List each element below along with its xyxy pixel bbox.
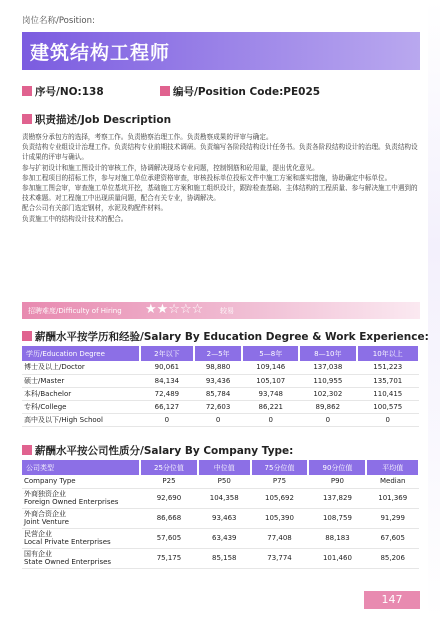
table-cell: 110,415 xyxy=(373,389,403,398)
table-cell: 104,358 xyxy=(209,493,239,502)
table-row xyxy=(22,488,419,508)
difficulty-label: 招聘难度/Difficulty of Hiring xyxy=(28,307,122,315)
column-header: 2年以下 xyxy=(140,346,194,361)
edu-salary-heading xyxy=(22,329,429,344)
pink-square-icon xyxy=(160,86,170,96)
company-type-en: Joint Venture xyxy=(24,518,69,526)
table-cell: 109,146 xyxy=(256,363,286,372)
table-cell: 72,489 xyxy=(154,389,180,398)
table-cell: 135,701 xyxy=(373,376,403,385)
table-cell: 85,206 xyxy=(380,553,405,562)
table-cell: 105,692 xyxy=(265,493,294,502)
company-salary-heading xyxy=(22,443,293,458)
company-salary-heading-text: 薪酬水平按公司性质分/Salary By Company Type: xyxy=(35,445,294,457)
duties-heading xyxy=(22,112,171,127)
table-row xyxy=(22,548,419,568)
table-cell: 110,955 xyxy=(313,376,343,385)
table-cell: 0 xyxy=(215,415,221,424)
pink-square-icon xyxy=(22,114,32,124)
difficulty-level: 较易 xyxy=(220,307,234,315)
column-header: 平均值 xyxy=(366,460,419,475)
table-cell: 72,603 xyxy=(205,402,231,411)
column-header: 90分位值 xyxy=(308,460,366,475)
table-row xyxy=(22,400,419,413)
table-row xyxy=(22,413,419,426)
table-cell: 84,134 xyxy=(154,376,180,385)
pink-square-icon xyxy=(22,331,32,341)
table-cell: 151,223 xyxy=(373,363,403,372)
table-cell: 博士及以上/Doctor xyxy=(24,363,85,372)
table-cell: 93,463 xyxy=(211,513,237,522)
table-header-row xyxy=(22,460,419,475)
table-cell: 89,862 xyxy=(315,402,341,411)
table-cell: Company Type xyxy=(24,477,76,485)
table-cell: 66,127 xyxy=(154,402,180,411)
edu-salary-table xyxy=(22,346,420,427)
table-cell: P50 xyxy=(217,477,231,485)
company-type-en: Local Private Enterprises xyxy=(24,538,111,546)
table-cell xyxy=(22,548,140,568)
table-cell: 专科/College xyxy=(24,402,67,411)
position-code xyxy=(160,84,320,99)
title-banner xyxy=(22,32,420,70)
side-decoration xyxy=(428,0,440,620)
difficulty-bar xyxy=(22,302,420,319)
company-type-cn: 外商合资企业 xyxy=(24,509,66,518)
pink-square-icon xyxy=(22,445,32,455)
table-cell: 93,436 xyxy=(205,376,231,385)
company-salary-table xyxy=(22,460,420,569)
table-cell: 0 xyxy=(268,415,273,424)
table-cell: P90 xyxy=(330,477,345,485)
duties-heading-text: 职责描述/Job Description xyxy=(35,114,172,126)
table-row xyxy=(22,374,419,387)
table-cell: 0 xyxy=(385,415,390,424)
table-cell: 高中及以下/High School xyxy=(24,415,103,424)
table-cell: 0 xyxy=(325,415,331,424)
pink-square-icon xyxy=(22,86,32,96)
duty-line: 负责施工中的结构设计技术的配合。 xyxy=(22,214,128,223)
company-type-cn: 民营企业 xyxy=(24,529,52,538)
table-cell: 63,439 xyxy=(211,533,237,542)
duty-line: 负责结构专业组设计治理工作。负责结构专业前期技术调研。负责编写各阶段结构设计任务书。负责各阶段结构设计的治理。负责结构设计成果的评审与确认。 xyxy=(22,143,418,162)
table-cell: 101,460 xyxy=(322,553,352,562)
table-cell: 90,061 xyxy=(154,363,180,372)
table-cell xyxy=(22,508,140,528)
table-cell: 73,774 xyxy=(267,553,292,562)
table-cell: 85,784 xyxy=(205,389,231,398)
table-row xyxy=(22,508,419,528)
table-cell: P25 xyxy=(162,477,176,485)
table-cell xyxy=(22,528,140,548)
column-header: 5—8年 xyxy=(242,346,299,361)
table-cell: 77,408 xyxy=(267,533,292,542)
table-cell: 108,759 xyxy=(322,513,352,522)
table-cell: 105,107 xyxy=(256,376,286,385)
table-cell: 92,690 xyxy=(156,493,182,502)
table-cell: P75 xyxy=(272,477,287,485)
column-header: 75分位值 xyxy=(251,460,309,475)
column-header: 8—10年 xyxy=(299,346,356,361)
serial-number-text: 序号/NO:138 xyxy=(35,86,104,98)
table-row xyxy=(22,528,419,548)
position-label: 岗位名称/Position: xyxy=(22,16,95,26)
company-type-cn: 外商独资企业 xyxy=(24,489,66,498)
duty-line: 参加施工图会审，审查施工单位基坑开挖，基础施工方案和施工组织设计，跟踪检查基础、主体结构的工程质量、参与解决施工中遇到的技术难题。对工程施工中出现质量问题，配合有关专业，协调解决。 xyxy=(22,184,418,203)
company-type-en: State Owned Enterprises xyxy=(24,558,112,566)
edu-salary-heading-text: 薪酬水平按学历和经验/Salary By Education Degree & Work Experience: xyxy=(35,331,429,343)
duty-line: 参加工程项目的招标工作，参与对施工单位承建资格审查，审核投标单位投标文件中施工方案和落实措施，协助确定中标单位。 xyxy=(22,173,392,182)
column-header: 学历/Education Degree xyxy=(22,346,140,361)
table-cell: 57,605 xyxy=(156,533,182,542)
page-title: 建筑结构工程师 xyxy=(30,42,171,64)
table-cell: 93,748 xyxy=(258,389,284,398)
table-row xyxy=(22,361,419,374)
column-header: 2—5年 xyxy=(194,346,243,361)
column-header: 10年以上 xyxy=(357,346,419,361)
table-cell: 137,038 xyxy=(313,363,343,372)
table-cell: 100,575 xyxy=(373,402,403,411)
position-code-text: 编号/Position Code:PE025 xyxy=(173,86,321,98)
column-header: 25分位值 xyxy=(140,460,198,475)
company-type-cn: 国有企业 xyxy=(24,549,52,558)
table-cell: 101,369 xyxy=(378,493,408,502)
serial-number xyxy=(22,84,104,99)
table-cell: 105,390 xyxy=(265,513,294,522)
table-header-row xyxy=(22,346,419,361)
page-number: 147 xyxy=(364,591,420,609)
table-cell: 98,880 xyxy=(205,363,231,372)
table-cell: 75,175 xyxy=(156,553,182,562)
table-cell: 137,829 xyxy=(322,493,352,502)
table-cell: Median xyxy=(379,477,406,485)
table-cell: 硕士/Master xyxy=(24,376,65,385)
table-cell: 88,183 xyxy=(325,533,350,542)
table-cell: 86,221 xyxy=(258,402,284,411)
star-rating-icon: ★★☆☆☆ xyxy=(145,302,204,317)
table-cell: 67,605 xyxy=(380,533,405,542)
duty-line: 参与扩初设计和施工图设计的审核工作，协调解决现场专业问题，控制钢筋和砼用量，提出优化意见。 xyxy=(22,163,319,172)
table-cell: 0 xyxy=(164,415,170,424)
company-type-en: Foreign Owned Enterprises xyxy=(24,498,119,506)
duty-line: 责勘察分承包方的选择，考察工作。负责勘察治理工作。负责勘察成果的评审与确定。 xyxy=(22,133,273,141)
table-cell: 91,299 xyxy=(380,513,405,522)
table-cell: 本科/Bachelor xyxy=(24,389,72,398)
duty-line: 配合公司有关部门选定钢材，水泥及构配件材料。 xyxy=(22,204,168,213)
column-header: 中位值 xyxy=(198,460,251,475)
table-row xyxy=(22,387,419,400)
table-cell: 86,668 xyxy=(156,513,182,522)
column-header: 公司类型 xyxy=(22,460,140,475)
table-cell xyxy=(22,488,140,508)
table-cell: 102,302 xyxy=(313,389,343,398)
table-row xyxy=(22,475,419,488)
duties-text xyxy=(22,132,420,224)
table-cell: 85,158 xyxy=(211,553,237,562)
